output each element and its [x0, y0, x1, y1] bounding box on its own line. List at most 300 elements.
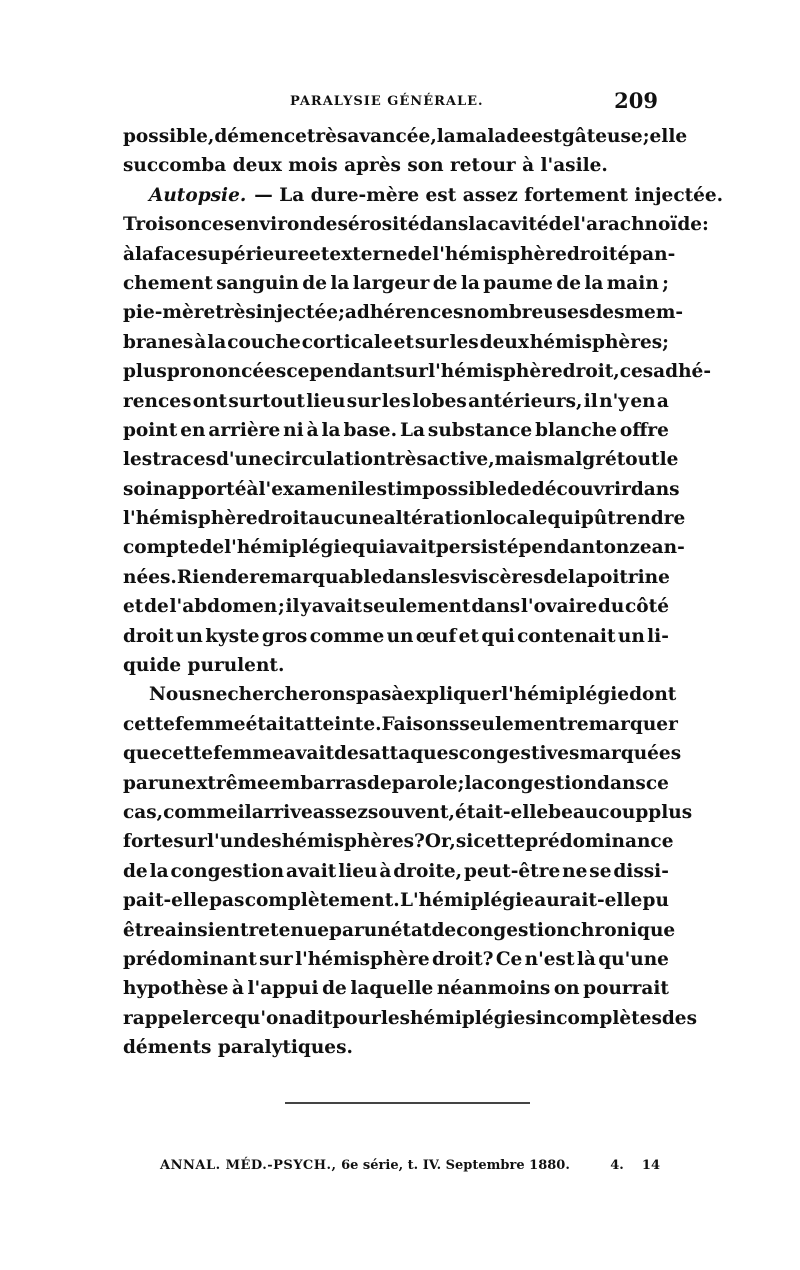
word: n'est [524, 948, 575, 970]
text-line [123, 769, 669, 798]
word: souvent, [367, 801, 455, 823]
text-line [123, 181, 724, 210]
word: l'hémiplégie [501, 684, 630, 706]
word: la [207, 331, 227, 353]
word: mem- [624, 302, 684, 324]
word: aucune [308, 508, 384, 530]
word: très [386, 449, 427, 471]
word: marquées [579, 743, 682, 765]
word: droit [566, 243, 618, 265]
word: cavité [487, 214, 549, 236]
word: entretenue [214, 919, 330, 941]
word: les [381, 390, 411, 412]
word: couche [227, 331, 301, 353]
word: elle [649, 126, 688, 147]
word: très [215, 302, 256, 324]
word: d'une [215, 449, 274, 471]
word: ne [562, 860, 588, 882]
word: circulation [273, 449, 387, 471]
word: de [312, 214, 338, 236]
word: des [661, 1007, 697, 1029]
word: de [431, 919, 457, 941]
autopsie-text: — La dure-mère est assez fortement injectée. [254, 184, 724, 206]
word: ainsi [164, 919, 215, 941]
word: est [531, 126, 562, 147]
text-line [123, 533, 685, 562]
word: pourrait [583, 978, 669, 1000]
word: à [391, 684, 404, 706]
word: l'appui [247, 978, 319, 1000]
word: arrière [208, 419, 281, 441]
word: tout [616, 449, 660, 471]
word: n'y [599, 390, 629, 412]
running-head [124, 88, 658, 118]
word: externe [329, 243, 408, 265]
word: de [556, 272, 581, 294]
word: cette [161, 743, 214, 765]
word: droit, [562, 361, 620, 383]
word: la [321, 419, 341, 441]
word: pait-elle [123, 890, 209, 912]
running-title: PARALYSIE GÉNÉRALE. [290, 94, 484, 109]
word: que [123, 743, 162, 765]
word: congestives [458, 743, 580, 765]
word: ; [277, 596, 285, 618]
word: ce [210, 1007, 234, 1029]
word: pour [332, 1007, 381, 1029]
text-line [123, 916, 676, 945]
word: altération [383, 508, 487, 530]
word: dont [629, 684, 677, 706]
word: congestion [170, 860, 285, 882]
word: cas, [123, 801, 164, 823]
word: extrême [184, 772, 269, 794]
word: de [548, 214, 574, 236]
word: compte [123, 537, 200, 559]
word: avait [385, 537, 436, 559]
signature-line [160, 1158, 660, 1173]
word: onces [174, 214, 235, 236]
text-line [123, 357, 711, 386]
word: les [380, 1007, 411, 1029]
word: l'un [207, 831, 247, 853]
word: malgré [543, 449, 617, 471]
word: hémisphères; [529, 331, 669, 353]
text-line [123, 827, 674, 856]
word: l'hémiplégie [224, 537, 353, 559]
word: et [393, 331, 414, 353]
word: être [123, 919, 165, 941]
word: adhé- [653, 361, 711, 383]
word: œuf [415, 625, 457, 647]
word: il [285, 596, 300, 618]
word: il [583, 390, 598, 412]
word: embarras [268, 772, 368, 794]
word: seulement [362, 596, 471, 618]
text-line [123, 504, 686, 533]
word: a [291, 1007, 304, 1029]
word: ni [283, 419, 304, 441]
word: li- [647, 625, 669, 647]
word: La [399, 419, 425, 441]
word: pût [580, 508, 616, 530]
word: arrive [251, 801, 313, 823]
text-line [123, 475, 680, 504]
word: assez [312, 801, 368, 823]
word: persisté [435, 537, 519, 559]
word: la [135, 243, 155, 265]
word: qui [547, 508, 581, 530]
text-line [123, 592, 669, 621]
word: la [330, 272, 350, 294]
word: il [237, 801, 252, 823]
word: parole [391, 772, 458, 794]
word: seulement [459, 713, 568, 735]
word: est [364, 478, 396, 500]
word: chement [123, 272, 213, 294]
word: qui [481, 625, 515, 647]
word: dit [303, 1007, 333, 1029]
word: Or, [424, 831, 456, 853]
word: y [300, 596, 312, 618]
word: l'ovaire [520, 596, 598, 618]
word: en [180, 419, 206, 441]
word: poitrine [587, 566, 670, 588]
word: des [589, 302, 625, 324]
word: l'examen [258, 478, 351, 500]
word: avait [283, 743, 335, 765]
word: complètement. [244, 890, 400, 912]
text-line [123, 680, 677, 709]
autopsie-heading [149, 181, 724, 210]
word: antérieurs, [468, 390, 583, 412]
word: dans [382, 566, 431, 588]
word: nées. [123, 566, 177, 588]
text-line [123, 886, 669, 915]
autopsie-label: Autopsie. [149, 184, 247, 206]
word: chronique [569, 919, 676, 941]
word: face [154, 243, 197, 265]
word: était [245, 713, 294, 735]
word: branes [123, 331, 194, 353]
word: cette [473, 831, 526, 853]
word: ce [645, 772, 669, 794]
word: à [123, 243, 135, 265]
word: à [194, 331, 207, 353]
word: dans [419, 214, 469, 236]
word: lobes [412, 390, 467, 412]
word: les [449, 331, 479, 353]
word: avancée, [347, 126, 437, 147]
text-line [123, 298, 684, 327]
word: blanche [535, 419, 617, 441]
word: atteinte. [293, 713, 382, 735]
word: ; [457, 772, 465, 794]
text-line: succomba deux mois après son retour à l'asile. [123, 155, 608, 177]
word: un [363, 919, 391, 941]
word: locale [486, 508, 548, 530]
word: épan- [617, 243, 676, 265]
text-line [123, 122, 688, 151]
word: impossible [395, 478, 508, 500]
word: l'hémisphère [428, 361, 563, 383]
word: pas [209, 890, 245, 912]
word: Trois [123, 214, 175, 236]
word: dissi- [613, 860, 669, 882]
word: cependant [286, 361, 395, 383]
word: très [306, 126, 348, 147]
word: là [576, 948, 596, 970]
word: à [231, 978, 244, 1000]
word: prononcées [166, 361, 287, 383]
text-line [123, 739, 682, 768]
word: pie-mère [123, 302, 216, 324]
word: de [144, 596, 169, 618]
word: lieu [306, 390, 346, 412]
word: à [306, 419, 319, 441]
word: et [458, 625, 479, 647]
word: l'arachnoïde [573, 214, 703, 236]
word: corticale [301, 331, 393, 353]
word: sur [414, 331, 449, 353]
word: main [606, 272, 659, 294]
word: surtout [228, 390, 305, 412]
text-line [123, 974, 669, 1003]
word: qu'on [233, 1007, 292, 1029]
word: de [432, 272, 458, 294]
word: lieu [338, 860, 378, 882]
word: le [659, 449, 679, 471]
word: active, [426, 449, 495, 471]
word: des [246, 831, 282, 853]
word: la [568, 566, 588, 588]
word: côté [625, 596, 669, 618]
word: apporté [166, 478, 247, 500]
word: droit? [432, 948, 494, 970]
word: Ce [495, 948, 523, 970]
word: malade [455, 126, 532, 147]
word: ; [338, 302, 345, 324]
word: injectée [255, 302, 339, 324]
word: de [543, 566, 569, 588]
word: environ [234, 214, 313, 236]
word: ; [662, 272, 669, 294]
text-line [123, 622, 669, 651]
word: possible, [123, 126, 215, 147]
word: du [597, 596, 625, 618]
word: femme [213, 743, 284, 765]
word: sérosité [337, 214, 420, 236]
text-line [123, 240, 676, 269]
word: était-elle [455, 801, 549, 823]
word: sur [394, 361, 429, 383]
word: base. [343, 419, 398, 441]
word: plus [648, 801, 693, 823]
word: cette [123, 713, 175, 735]
gathering-number: 4. [610, 1158, 624, 1173]
word: de [123, 860, 148, 882]
word: dans [471, 596, 521, 618]
word: gâteuse [561, 126, 643, 147]
word: substance [427, 419, 533, 441]
word: kyste [205, 625, 260, 647]
sheet-marks [610, 1158, 660, 1173]
word: plus [123, 361, 167, 383]
word: les [430, 566, 461, 588]
word: dans [597, 772, 646, 794]
text-line [123, 710, 678, 739]
word: à [379, 860, 392, 882]
word: des [334, 743, 370, 765]
word: de [367, 772, 392, 794]
word: beaucoup [548, 801, 649, 823]
word: ; [642, 126, 650, 147]
word: congestion [483, 772, 598, 794]
word: remarquer [567, 713, 678, 735]
text-line: déments paralytiques. [123, 1037, 353, 1059]
word: sanguin [216, 272, 299, 294]
word: de [199, 537, 225, 559]
word: pas [356, 684, 392, 706]
text-line [123, 328, 669, 357]
word: soin [123, 478, 167, 500]
word: à [246, 478, 259, 500]
word: : [702, 214, 709, 236]
word: la [464, 772, 484, 794]
word: dans [630, 478, 680, 500]
journal-abbrev: ANNAL. MÉD.-PSYCH., [160, 1158, 337, 1173]
word: contenait [517, 625, 616, 647]
text-line [123, 269, 669, 298]
text-line [123, 210, 709, 239]
word: sur [173, 831, 207, 853]
word: un [617, 625, 645, 647]
word: l'hémisphère [295, 948, 430, 970]
word: droit [257, 508, 309, 530]
word: et [123, 596, 144, 618]
word: droit [123, 625, 174, 647]
word: qui [352, 537, 386, 559]
word: la [149, 860, 169, 882]
word: forte [123, 831, 174, 853]
word: onze [603, 537, 652, 559]
footnote-rule [285, 1102, 530, 1104]
word: l'hémisphère [432, 243, 567, 265]
word: offre [619, 419, 669, 441]
word: rendre [615, 508, 686, 530]
word: il [350, 478, 365, 500]
word: sur [346, 390, 381, 412]
word: rences [123, 390, 192, 412]
word: état [390, 919, 432, 941]
word: peut-être [464, 860, 561, 882]
word: se [589, 860, 612, 882]
word: hypothèse [123, 978, 229, 1000]
word: traces [152, 449, 216, 471]
text-line [123, 798, 693, 827]
word: paume [483, 272, 553, 294]
word: néanmoins [436, 978, 551, 1000]
word: chercherons [227, 684, 357, 706]
word: congestion [456, 919, 570, 941]
word: un [157, 772, 185, 794]
word: attaques [369, 743, 459, 765]
word: qu'une [598, 948, 669, 970]
journal-citation [160, 1158, 570, 1173]
word: L'hémiplégie [399, 890, 534, 912]
word: sur [259, 948, 293, 970]
word: comme [163, 801, 238, 823]
text-line [123, 857, 669, 886]
word: expliquer [403, 684, 502, 706]
text-line [123, 387, 669, 416]
word: ne [202, 684, 228, 706]
word: on [553, 978, 580, 1000]
word: de [507, 478, 532, 500]
word: un [386, 625, 414, 647]
word: l'abdomen [169, 596, 278, 618]
word: hémisphères? [281, 831, 425, 853]
word: ces [619, 361, 654, 383]
word: prédominance [525, 831, 674, 853]
word: aurait-elle [534, 890, 643, 912]
word: pendant [518, 537, 604, 559]
word: la [436, 126, 456, 147]
word: Rien [176, 566, 225, 588]
word: Faisons [381, 713, 460, 735]
word: deux [479, 331, 529, 353]
body-text [123, 122, 724, 1063]
word: supérieure [197, 243, 310, 265]
word: de [407, 243, 433, 265]
word: pu [642, 890, 669, 912]
word: rappeler [123, 1007, 211, 1029]
word: la [584, 272, 604, 294]
word: un [175, 625, 203, 647]
word: découvrir [531, 478, 631, 500]
word: incomplètes [535, 1007, 662, 1029]
word: viscères [460, 566, 544, 588]
word: par [123, 772, 158, 794]
word: gros [261, 625, 308, 647]
word: la [460, 272, 480, 294]
word: droite, [393, 860, 463, 882]
word: an- [651, 537, 685, 559]
page-number: 209 [614, 88, 658, 113]
text-line [123, 416, 669, 445]
text-line [123, 945, 669, 974]
text-line [123, 563, 669, 592]
word: l'hémisphère [123, 508, 258, 530]
word: avait [311, 596, 363, 618]
word: largeur [352, 272, 430, 294]
word: remarquable [249, 566, 383, 588]
word: mais [494, 449, 544, 471]
word: Nous [149, 684, 203, 706]
word: démence [214, 126, 307, 147]
word: avait [286, 860, 337, 882]
word: hémiplégies [410, 1007, 536, 1029]
text-line [123, 445, 679, 474]
text-line [123, 1004, 697, 1033]
word: de [322, 978, 347, 1000]
word: a [656, 390, 669, 412]
word: adhérences [344, 302, 464, 324]
word: nombreuses [463, 302, 590, 324]
word: point [123, 419, 178, 441]
word: les [123, 449, 153, 471]
word: comme [309, 625, 385, 647]
